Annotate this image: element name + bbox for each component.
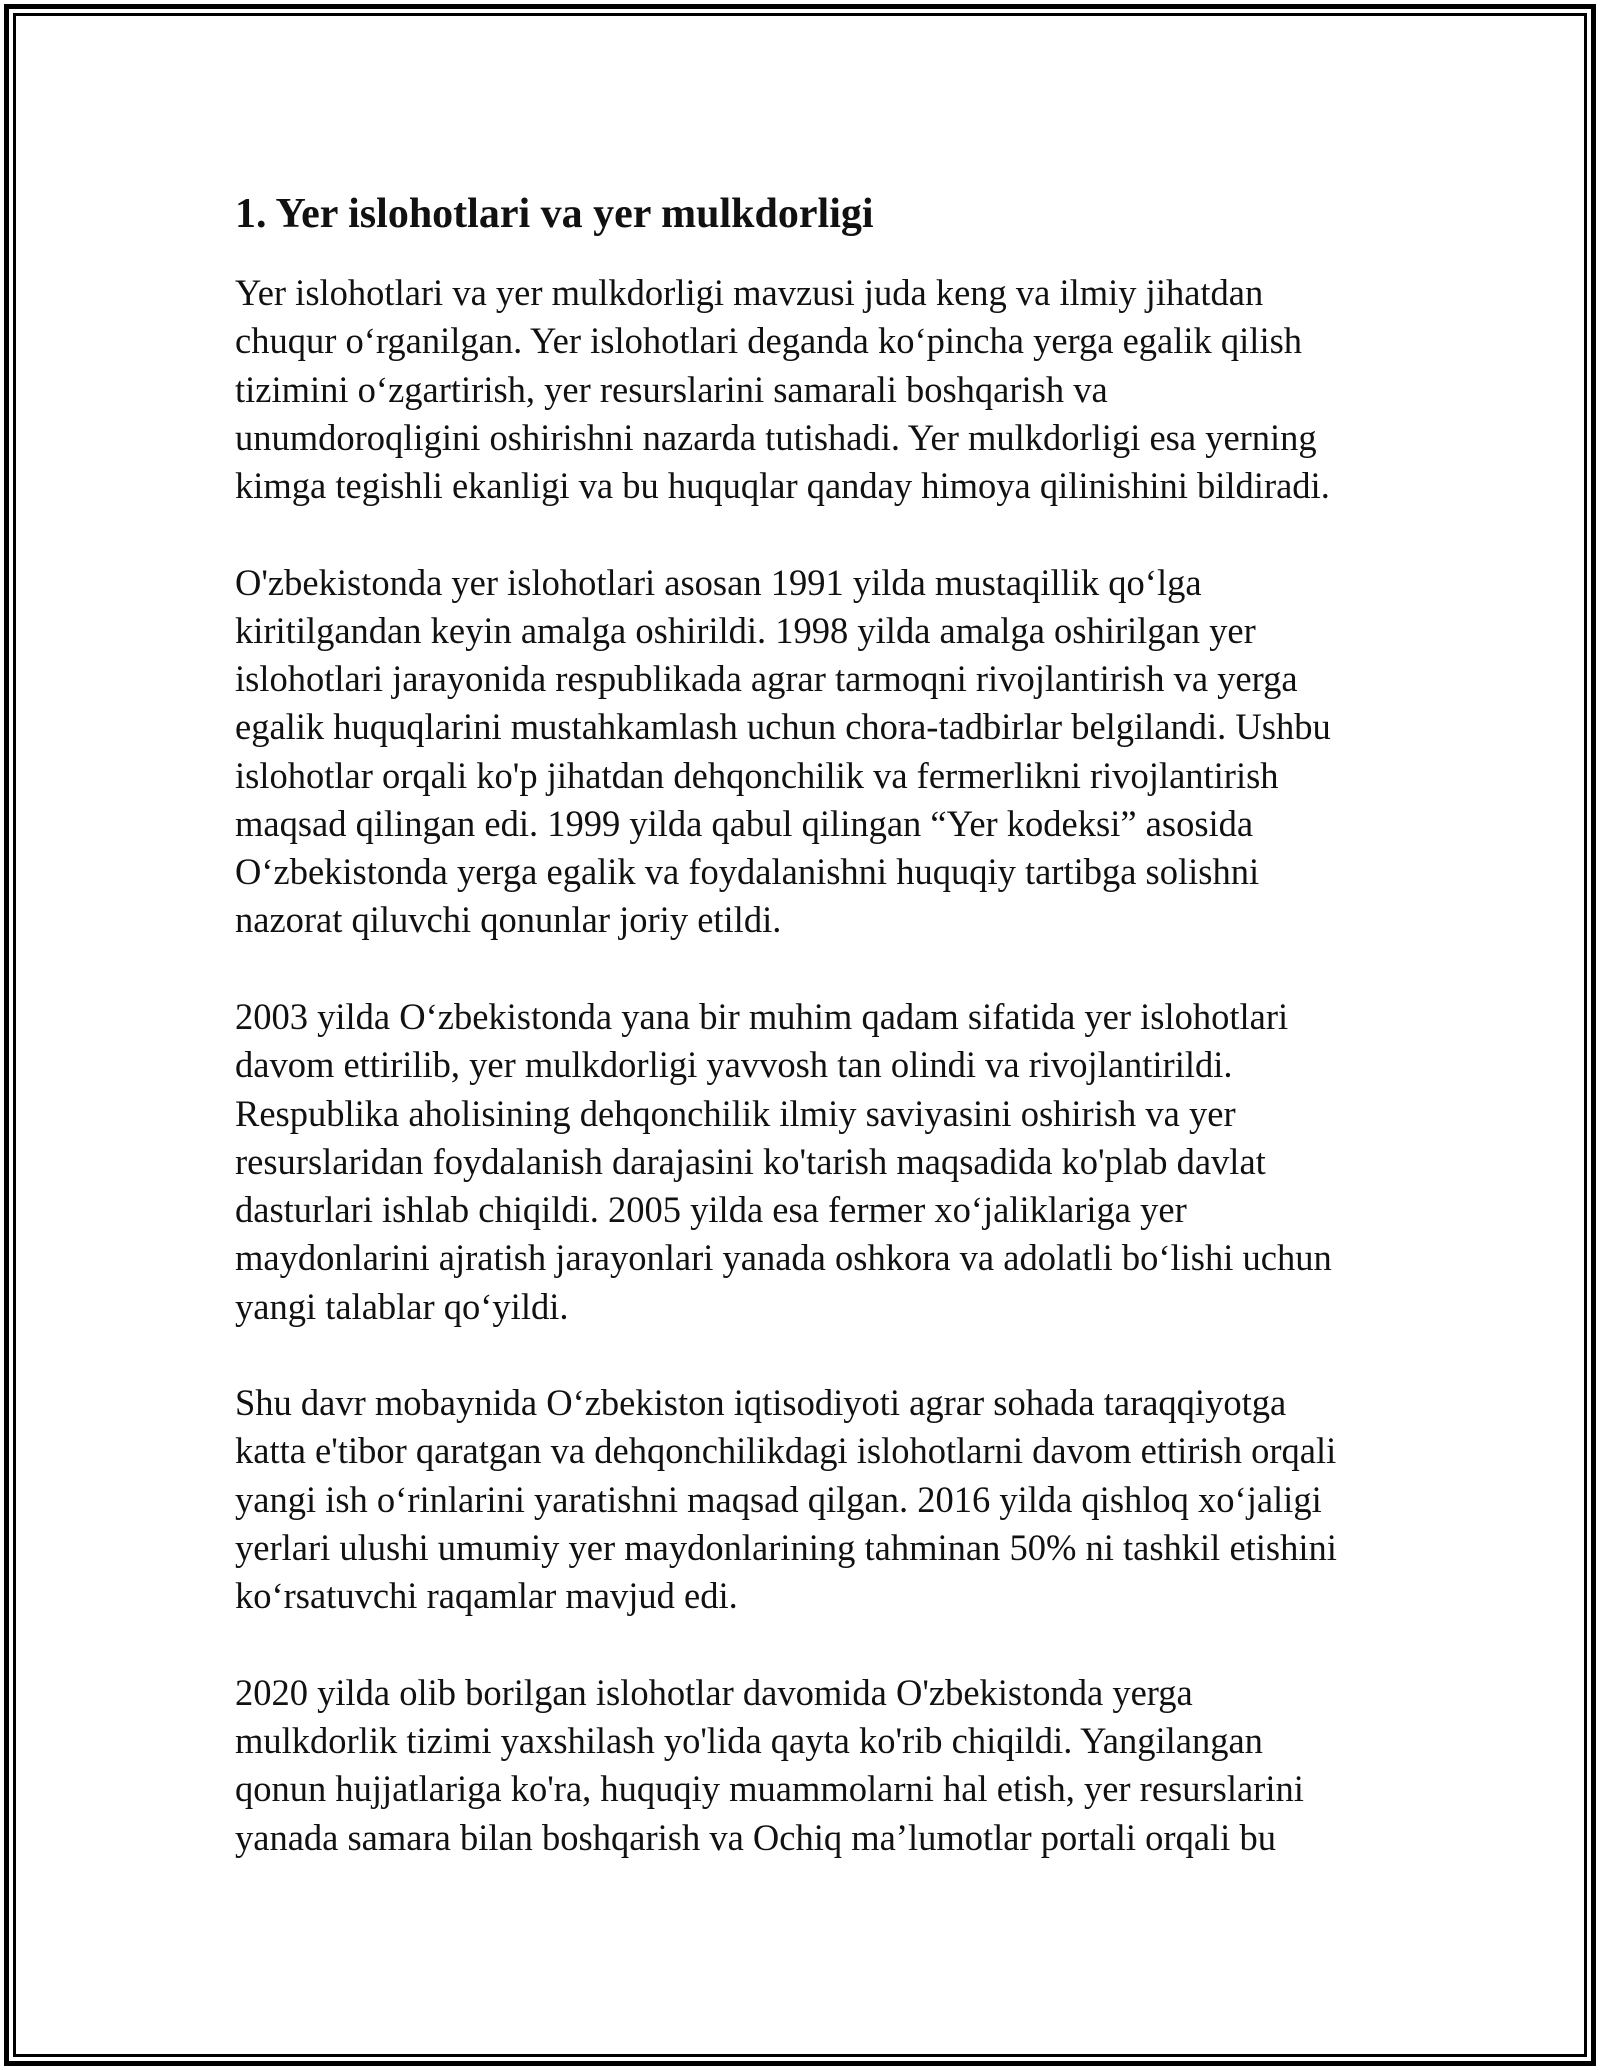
text-line: yangi talablar qo‘yildi. [235,1285,569,1327]
text-line: Respublika aholisining dehqonchilik ilmiy saviyasini oshirish va yer [235,1092,1236,1134]
text-line: dasturlari ishlab chiqildi. 2005 yilda esa fermer xo‘jaliklariga yer [235,1189,1187,1231]
text-line: kiritilgandan keyin amalga oshirildi. 1998 yilda amalga oshirilgan yer [235,609,1256,651]
paragraph [235,993,1337,1331]
text-line: maqsad qilingan edi. 1999 yilda qabul qilingan “Yer kodeksi” asosida [235,802,1254,844]
text-line: nazorat qiluvchi qonunlar joriy etildi. [235,899,782,941]
text-line: unumdoroqligini oshirishni nazarda tutishadi. Yer mulkdorligi esa yerning [235,416,1317,458]
text-line: resurslaridan foydalanish darajasini ko'tarish maqsadida ko'plab davlat [235,1140,1266,1182]
text-line: 2003 yilda O‘zbekistonda yana bir muhim qadam sifatida yer islohotlari [235,995,1289,1037]
text-line: kimga tegishli ekanligi va bu huquqlar qanday himoya qilinishini bildiradi. [235,465,1330,507]
text-line: katta e'tibor qaratgan va dehqonchilikdagi islohotlarni davom ettirish orqali [235,1430,1337,1472]
text-line: qonun hujjatlariga ko'ra, huquqiy muammolarni hal etish, yer resurslarini [235,1768,1304,1810]
text-line: Shu davr mobaynida O‘zbekiston iqtisodiyoti agrar sohada taraqqiyotga [235,1382,1287,1424]
text-line: 2020 yilda olib borilgan islohotlar davomida O'zbekistonda yerga [235,1671,1193,1713]
text-line: ko‘rsatuvchi raqamlar mavjud edi. [235,1575,738,1617]
text-line: tizimini o‘zgartirish, yer resurslarini samarali boshqarish va [235,368,1108,410]
paragraph [235,559,1337,945]
text-line: egalik huquqlarini mustahkamlash uchun chora-tadbirlar belgilandi. Ushbu [235,706,1331,748]
text-line: islohotlar orqali ko'p jihatdan dehqonchilik va fermerlikni rivojlantirish [235,754,1279,796]
section-heading: 1. Yer islohotlari va yer mulkdorligi [235,191,874,237]
text-line: yangi ish o‘rinlarini yaratishni maqsad qilgan. 2016 yilda qishloq xo‘jaligi [235,1478,1322,1520]
paragraph [235,1669,1337,1862]
text-line: davom ettirilib, yer mulkdorligi yavvosh tan olindi va rivojlantirildi. [235,1044,1233,1086]
document-body [235,269,1337,1910]
text-line: Yer islohotlari va yer mulkdorligi mavzusi juda keng va ilmiy jihatdan [235,272,1264,313]
text-line: chuqur o‘rganilgan. Yer islohotlari deganda ko‘pincha yerga egalik qilish [235,320,1303,362]
text-line: O‘zbekistonda yerga egalik va foydalanishni huquqiy tartibga solishni [235,851,1260,893]
text-line: maydonlarini ajratish jarayonlari yanada oshkora va adolatli bo‘lishi uchun [235,1237,1332,1279]
text-line: mulkdorlik tizimi yaxshilash yo'lida qayta ko'rib chiqildi. Yangilangan [235,1719,1263,1761]
text-line: yanada samara bilan boshqarish va Ochiq ma’lumotlar portali orqali bu [235,1816,1276,1858]
paragraph [235,269,1337,510]
text-line: yerlari ulushi umumiy yer maydonlarining tahminan 50% ni tashkil etishini [235,1526,1337,1568]
text-line: islohotlari jarayonida respublikada agrar tarmoqni rivojlantirish va yerga [235,658,1298,700]
paragraph [235,1379,1337,1620]
text-line: O'zbekistonda yer islohotlari asosan 1991 yilda mustaqillik qo‘lga [235,561,1202,603]
